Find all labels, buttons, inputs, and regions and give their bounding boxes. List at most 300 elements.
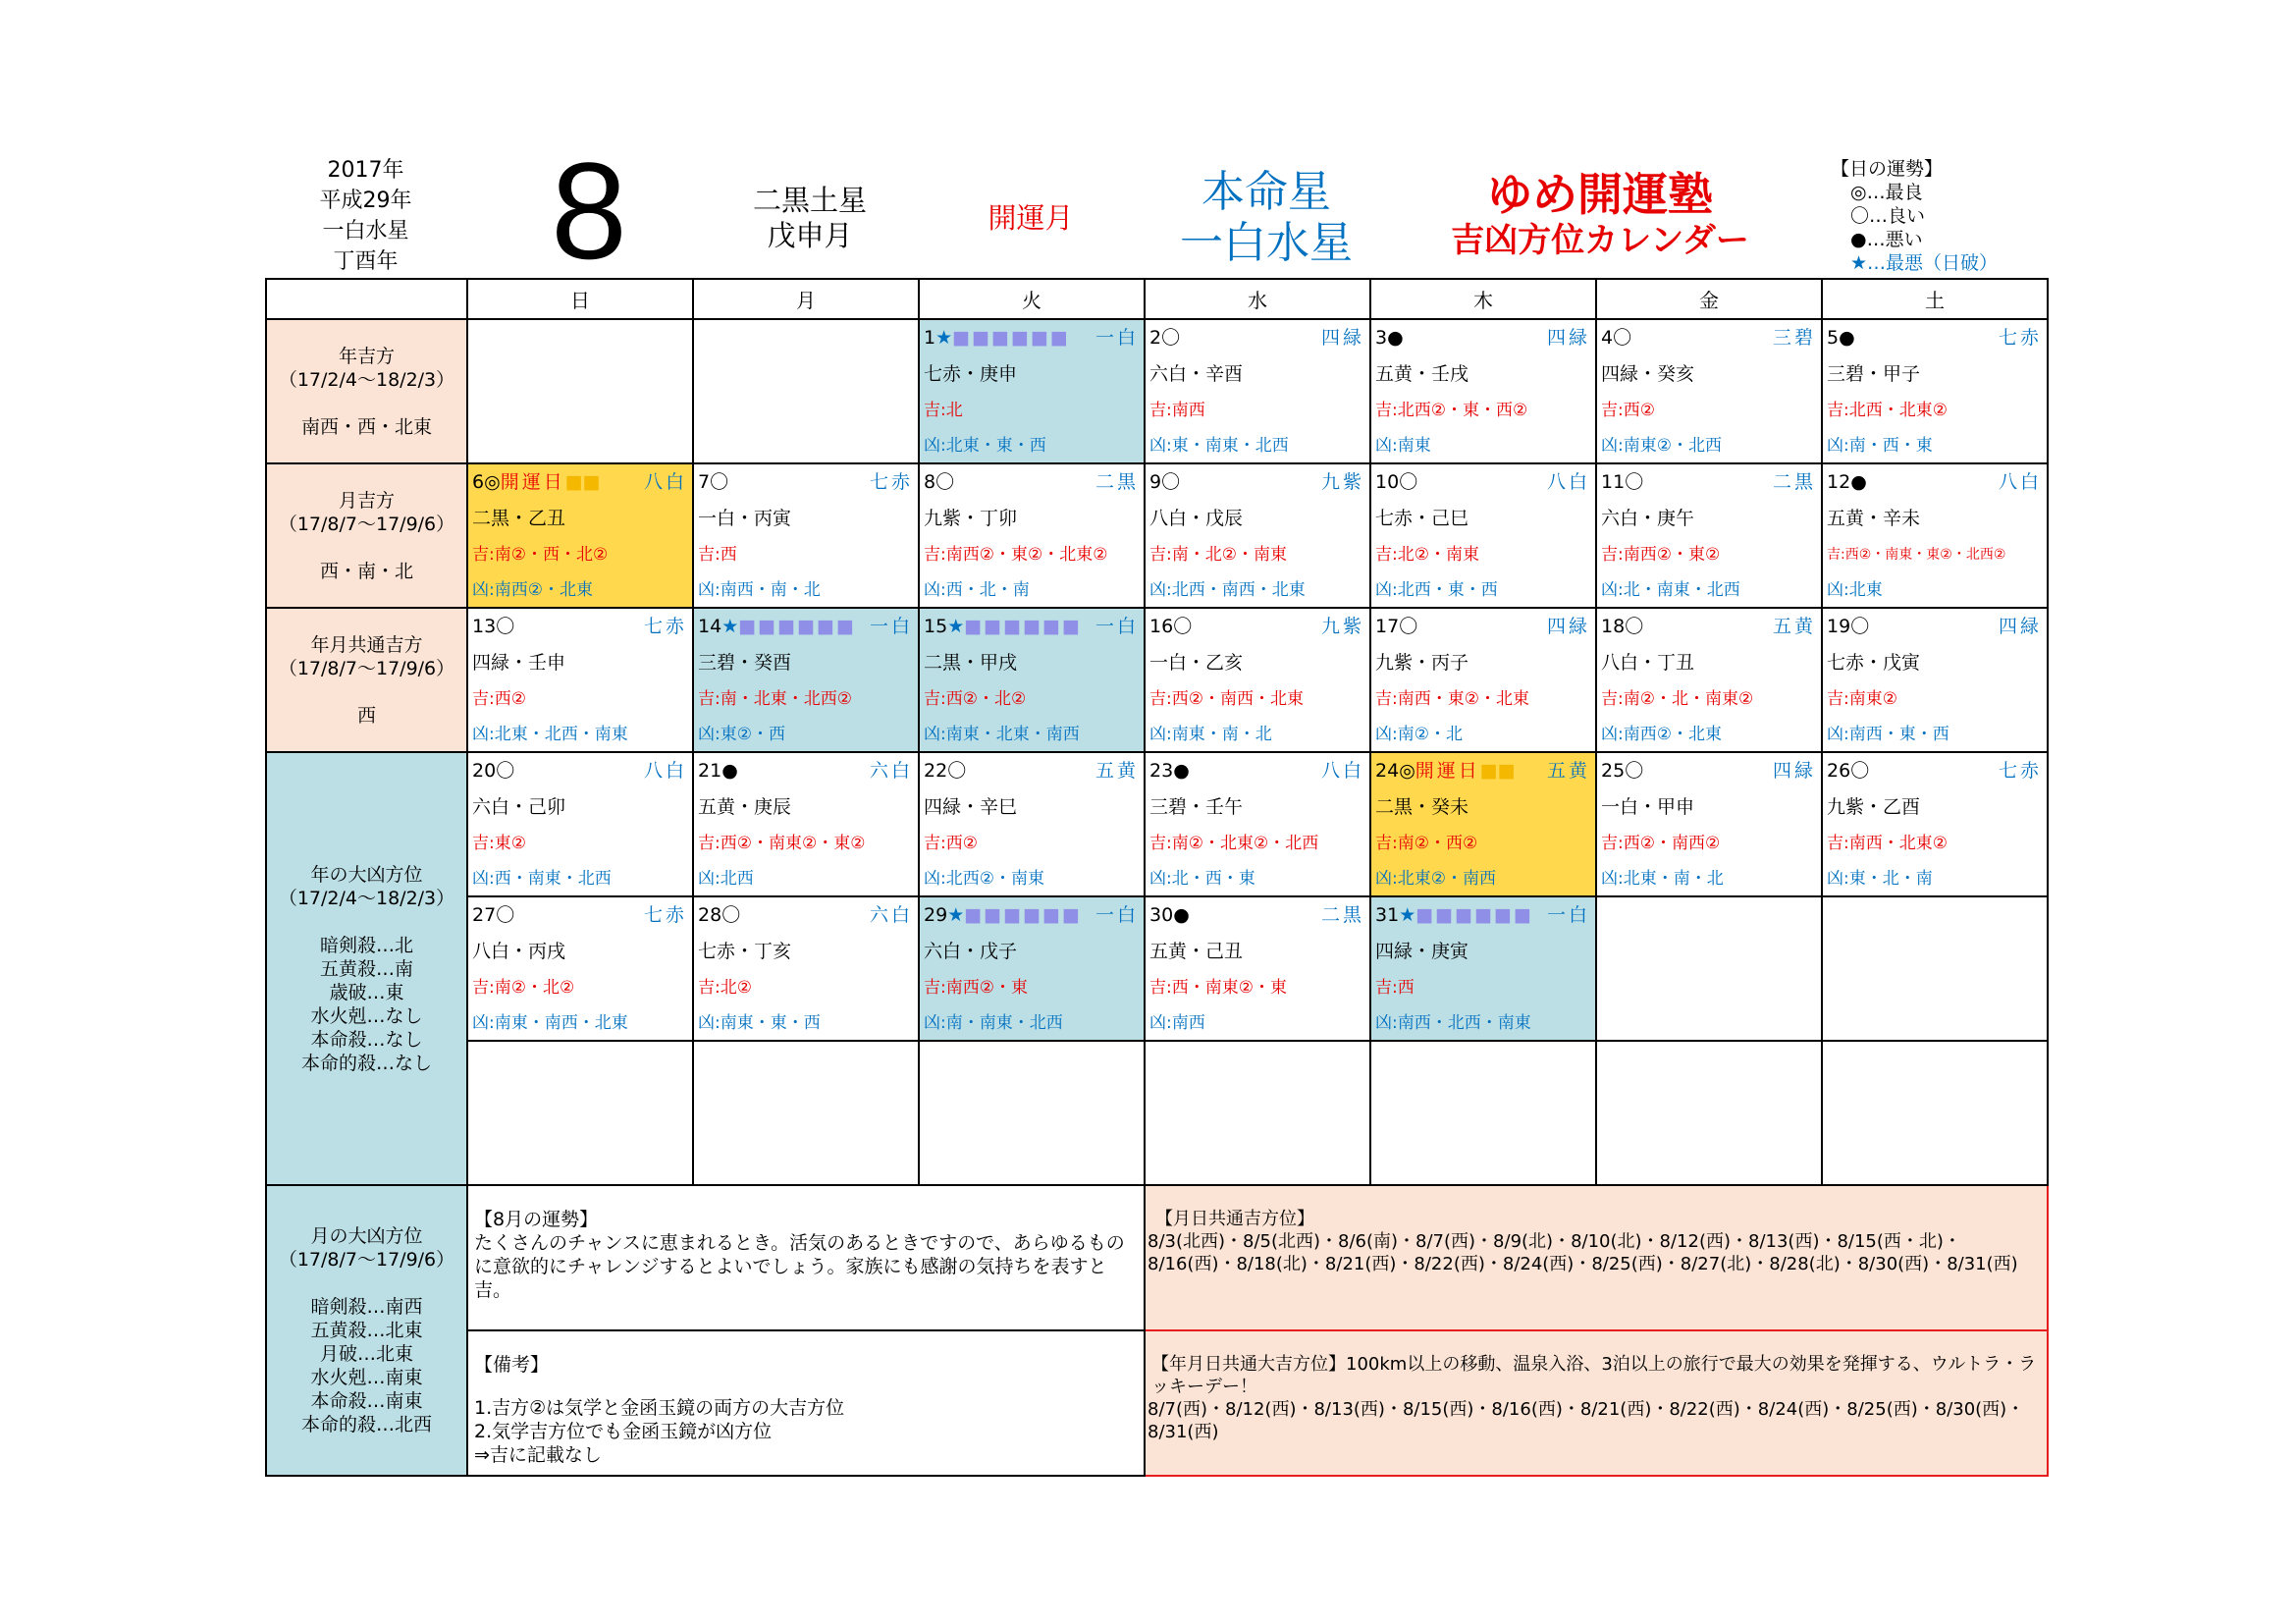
side-period: （17/8/7～17/9/6）	[278, 1249, 455, 1271]
fortune-mark: 〇	[1173, 616, 1193, 637]
day-number: 11	[1601, 471, 1626, 493]
day-good-directions: 吉:南②・西②	[1375, 834, 1478, 853]
fortune-mark: 〇	[935, 471, 955, 493]
day-kanshi: 三碧・壬午	[1149, 796, 1244, 818]
day-bad-directions: 凶:北東	[1827, 580, 1883, 600]
day-number: 8	[924, 471, 936, 493]
day-kanshi: 五黄・壬戌	[1375, 363, 1469, 385]
side-title: 月吉方	[338, 489, 395, 512]
day-star: 四緑	[1320, 327, 1364, 349]
day-number-mark	[924, 753, 966, 789]
day-bad-directions: 凶:北西・南西・北東	[1149, 580, 1306, 600]
year-line: 2017年	[327, 158, 404, 183]
remarks-spacer	[474, 1377, 1140, 1396]
day-star: 四緑	[1998, 616, 2042, 637]
fortune-mark: 〇	[1625, 760, 1644, 782]
day-good-directions: 吉:北西・北東②	[1827, 401, 1948, 420]
day-number: 23	[1149, 760, 1174, 782]
brand-subtitle: 吉凶方位カレンダー	[1451, 221, 1749, 260]
day-star: 八白	[1320, 760, 1364, 782]
honmei-line: 本命星	[1201, 167, 1331, 217]
day-star: 五黄	[1772, 616, 1816, 637]
day-good-directions: 吉:南②・北東②・北西	[1149, 834, 1319, 853]
fortune-mark: 〇	[1399, 616, 1418, 637]
day-bad-directions: 凶:南西・南・北	[698, 580, 821, 600]
squares-decoration: ■■	[564, 471, 601, 493]
day-bad-directions: 凶:東②・西	[698, 725, 785, 744]
legend-line: ◎…最良	[1850, 182, 1923, 203]
day-number-mark	[924, 464, 954, 501]
empty-day	[467, 1041, 693, 1185]
month-number: 8	[551, 134, 627, 288]
great-good-head	[1148, 1353, 2043, 1398]
day-number-mark	[698, 609, 856, 645]
brand-title	[1404, 169, 1796, 261]
notes-row-2	[266, 1330, 2048, 1476]
day-bad-directions: 凶:南・南東・北西	[924, 1013, 1063, 1033]
day-number: 6	[472, 471, 485, 493]
day-number-mark	[924, 320, 1070, 356]
side-title: 年月共通吉方	[310, 633, 423, 656]
day-header	[694, 897, 918, 934]
day-cell-16	[1145, 608, 1370, 752]
day-good-directions: 吉:南西②・東	[924, 978, 1028, 998]
day-kanshi: 四緑・辛巳	[924, 796, 1018, 818]
day-good-directions: 吉:南西	[1149, 401, 1205, 420]
day-good-directions: 吉:南・北②・南東	[1149, 545, 1287, 565]
day-number: 10	[1375, 471, 1400, 493]
day-star: 二黒	[1095, 471, 1139, 493]
day-star: 八白	[643, 760, 687, 782]
day-star: 六白	[869, 904, 913, 926]
day-header	[1146, 897, 1369, 934]
day-number-mark	[698, 464, 728, 501]
weekday-header	[266, 279, 2048, 319]
fortune-mark: ●	[1173, 904, 1190, 926]
day-number: 21	[698, 760, 722, 782]
day-header	[1823, 320, 2047, 356]
day-number-mark	[1375, 897, 1533, 934]
fortune-mark: ★	[721, 616, 739, 637]
day-header	[1371, 897, 1595, 934]
calendar-table	[265, 278, 2049, 1477]
day-number: 7	[698, 471, 711, 493]
legend-line: 【日の運勢】	[1831, 158, 1944, 180]
day-good-directions: 吉:西②	[924, 834, 978, 853]
fortune-mark: ●	[1839, 327, 1855, 349]
day-number: 3	[1375, 327, 1388, 349]
day-kanshi: 六白・己卯	[472, 796, 566, 818]
day-header	[1823, 464, 2047, 501]
day-header	[1597, 464, 1821, 501]
day-kanshi: 四緑・壬申	[472, 652, 566, 674]
day-bad-directions: 凶:西・南東・北西	[472, 869, 612, 889]
fortune-mark: 〇	[947, 760, 967, 782]
squares-decoration: ■■■■■■	[964, 616, 1082, 637]
month-star-line: 二黒土星	[752, 184, 867, 217]
day-number-mark	[1375, 753, 1516, 789]
side-period: （17/2/4～18/2/3）	[278, 887, 455, 909]
day-header	[1146, 320, 1369, 356]
day-number: 1	[924, 327, 936, 349]
fortune-mark: 〇	[1161, 327, 1181, 349]
common-good-title: 【月日共通吉方位】	[1155, 1209, 1314, 1229]
day-good-directions: 吉:北西②・東・西②	[1375, 401, 1528, 420]
honmei-line: 一白水星	[1180, 218, 1353, 268]
day-number-mark	[1375, 609, 1417, 645]
day-header	[694, 464, 918, 501]
squares-decoration: ■■■■■■	[738, 616, 856, 637]
day-header	[1146, 609, 1369, 645]
day-bad-directions: 凶:南東②・北西	[1601, 436, 1722, 456]
day-header	[1371, 609, 1595, 645]
day-number: 20	[472, 760, 497, 782]
great-good-desc: 100km以上の移動、温泉入浴、3泊以上の旅行で最大の効果を発揮する、ウルトラ・ラッキーデー！	[1151, 1354, 2037, 1397]
day-header	[468, 753, 692, 789]
day-cell-23	[1145, 752, 1370, 896]
day-number-mark	[1601, 320, 1631, 356]
day-star: 九紫	[1320, 471, 1364, 493]
day-star: 七赤	[643, 616, 687, 637]
day-number: 26	[1827, 760, 1851, 782]
fortune-mark: 〇	[496, 904, 515, 926]
day-cell-17	[1370, 608, 1596, 752]
day-bad-directions: 凶:北西	[698, 869, 754, 889]
day-kanshi: 五黄・庚辰	[698, 796, 792, 818]
honmei-star	[1148, 167, 1384, 269]
day-good-directions: 吉:西	[1375, 978, 1415, 998]
side-spacer	[267, 392, 466, 415]
day-good-directions: 吉:南東②	[1827, 689, 1897, 709]
day-bad-directions: 凶:南東	[1375, 436, 1431, 456]
kaiun-day-label: 開運日	[1415, 760, 1480, 782]
day-number-mark	[698, 897, 740, 934]
day-header	[920, 320, 1144, 356]
day-number-mark	[1375, 464, 1417, 501]
day-cell-20	[467, 752, 693, 896]
month-fortune-title: 【8月の運勢】	[474, 1209, 599, 1230]
fortune-mark: ★	[947, 616, 965, 637]
day-number: 25	[1601, 760, 1626, 782]
day-cell-14	[693, 608, 919, 752]
day-header	[468, 464, 692, 501]
day-cell-26	[1822, 752, 2048, 896]
day-cell-18	[1596, 608, 1822, 752]
day-number: 13	[472, 616, 497, 637]
great-good-title: 【年月日共通大吉方位】	[1151, 1354, 1346, 1375]
weekday-fri: 金	[1596, 279, 1822, 319]
year-line: 一白水星	[322, 219, 409, 244]
fortune-mark: 〇	[1625, 471, 1644, 493]
side-line: 五黄殺…北東	[310, 1320, 423, 1341]
side-title: 月の大凶方位	[310, 1225, 423, 1247]
day-header	[1597, 320, 1821, 356]
day-number-mark	[1149, 464, 1180, 501]
side-common-good	[266, 608, 467, 752]
great-good-text: 8/7(西)・8/12(西)・8/13(西)・8/15(西)・8/16(西)・8/21(西)・8/22(西)・8/24(西)・8/25(西)・8/30(西)・8/31(西)	[1148, 1399, 2025, 1442]
day-cell-3	[1370, 319, 1596, 463]
legend-line: ★…最悪（日破）	[1850, 252, 1999, 274]
month-fortune	[467, 1185, 1145, 1330]
day-bad-directions: 凶:北西・東・西	[1375, 580, 1498, 600]
side-spacer	[267, 910, 466, 934]
day-number-mark	[1149, 320, 1180, 356]
day-cell-11	[1596, 463, 1822, 608]
remarks-line: ⇒吉に記載なし	[474, 1444, 602, 1466]
day-number: 31	[1375, 904, 1400, 926]
day-bad-directions: 凶:北・南東・北西	[1601, 580, 1740, 600]
side-period: （17/8/7～17/9/6）	[278, 513, 455, 535]
fortune-mark: 〇	[721, 904, 741, 926]
side-line: 本命的殺…なし	[300, 1052, 432, 1074]
day-number: 28	[698, 904, 722, 926]
day-header	[1146, 464, 1369, 501]
day-star: 七赤	[643, 904, 687, 926]
side-line: 五黄殺…南	[319, 957, 413, 980]
day-kanshi: 五黄・己丑	[1149, 941, 1244, 962]
notes-row-1	[266, 1185, 2048, 1330]
day-header	[1597, 609, 1821, 645]
day-good-directions: 吉:西	[698, 545, 737, 565]
day-good-directions: 吉:北②	[698, 978, 752, 998]
day-number-mark	[472, 753, 514, 789]
day-kanshi: 一白・丙寅	[698, 508, 792, 529]
day-star: 五黄	[1546, 760, 1590, 782]
month-fortune-text: たくさんのチャンスに恵まれるとき。活気のあるときですので、あらゆるものに意欲的にチャレンジするとよいでしょう。家族にも感謝の気持ちを表すと吉。	[474, 1232, 1125, 1301]
fortune-mark: ◎	[1399, 760, 1415, 782]
day-header	[920, 609, 1144, 645]
day-cell-9	[1145, 463, 1370, 608]
legend-line: ●…悪い	[1850, 229, 1923, 250]
day-bad-directions: 凶:南西・東・西	[1827, 725, 1949, 744]
day-kanshi: 一白・乙亥	[1149, 652, 1244, 674]
day-good-directions: 吉:南西②・東②・北東②	[924, 545, 1108, 565]
day-cell-22	[919, 752, 1145, 896]
day-header	[1371, 464, 1595, 501]
day-kanshi: 三碧・癸酉	[698, 652, 792, 674]
day-good-directions: 吉:北②・南東	[1375, 545, 1479, 565]
day-bad-directions: 凶:南東・北東・南西	[924, 725, 1080, 744]
fortune-mark: ★	[935, 327, 953, 349]
squares-decoration: ■■■■■■	[964, 904, 1082, 926]
day-header	[1371, 320, 1595, 356]
day-kanshi: 七赤・庚申	[924, 363, 1018, 385]
side-line: 歳破…東	[329, 981, 404, 1003]
side-line: 本命殺…なし	[310, 1028, 423, 1051]
remarks-line: 1.吉方②は気学と金函玉鏡の両方の大吉方位	[474, 1397, 845, 1419]
corner-cell	[266, 279, 467, 319]
side-month-good	[266, 463, 467, 608]
day-bad-directions: 凶:西・北・南	[924, 580, 1030, 600]
day-star: 四緑	[1546, 616, 1590, 637]
fortune-mark: 〇	[1613, 327, 1632, 349]
fortune-mark: 〇	[1161, 471, 1181, 493]
empty-day	[1822, 896, 2048, 1041]
day-cell-30	[1145, 896, 1370, 1041]
day-header	[468, 897, 692, 934]
day-good-directions: 吉:北	[924, 401, 963, 420]
day-bad-directions: 凶:北東②・南西	[1375, 869, 1496, 889]
weekday-mon: 月	[693, 279, 919, 319]
day-good-directions: 吉:南②・北②	[472, 978, 575, 998]
day-bad-directions: 凶:南②・北	[1375, 725, 1463, 744]
day-bad-directions: 凶:東・北・南	[1827, 869, 1933, 889]
fortune-mark: 〇	[496, 616, 515, 637]
day-kanshi: 六白・辛酉	[1149, 363, 1244, 385]
weekday-thu: 木	[1370, 279, 1596, 319]
day-kanshi: 四緑・癸亥	[1601, 363, 1695, 385]
day-kanshi: 四緑・庚寅	[1375, 941, 1469, 962]
day-cell-5	[1822, 319, 2048, 463]
day-cell-8	[919, 463, 1145, 608]
day-star: 八白	[1546, 471, 1590, 493]
day-header	[920, 464, 1144, 501]
day-kanshi: 二黒・甲戌	[924, 652, 1018, 674]
fortune-mark: 〇	[496, 760, 515, 782]
day-cell-6	[467, 463, 693, 608]
day-number-mark	[924, 609, 1082, 645]
day-good-directions: 吉:西②・南西②	[1601, 834, 1721, 853]
remarks-line: 2.気学吉方位でも金函玉鏡が凶方位	[474, 1421, 773, 1442]
empty-day	[1596, 1041, 1822, 1185]
day-number-mark	[472, 897, 514, 934]
day-star: 四緑	[1772, 760, 1816, 782]
day-header	[1146, 753, 1369, 789]
day-kanshi: 三碧・甲子	[1827, 363, 1921, 385]
day-number: 2	[1149, 327, 1162, 349]
day-cell-15	[919, 608, 1145, 752]
side-line: 水火剋…南東	[310, 1367, 423, 1388]
day-bad-directions: 凶:南西・北西・南東	[1375, 1013, 1531, 1033]
day-number: 24	[1375, 760, 1400, 782]
day-good-directions: 吉:西②・南東・東②・北西②	[1827, 547, 2006, 563]
day-number-mark	[1375, 320, 1404, 356]
side-title: 年の大凶方位	[310, 863, 423, 886]
day-star: 三碧	[1772, 327, 1816, 349]
day-number: 9	[1149, 471, 1162, 493]
side-title: 年吉方	[338, 345, 395, 367]
day-number: 4	[1601, 327, 1614, 349]
day-number-mark	[1149, 897, 1190, 934]
day-bad-directions: 凶:東・南東・北西	[1149, 436, 1289, 456]
day-number-mark	[1149, 753, 1190, 789]
fortune-mark: 〇	[1625, 616, 1644, 637]
day-number-mark	[1601, 464, 1643, 501]
year-line: 平成29年	[319, 189, 412, 213]
squares-decoration: ■■	[1479, 760, 1516, 782]
day-star: 八白	[1998, 471, 2042, 493]
day-good-directions: 吉:南・北東・北西②	[698, 689, 852, 709]
day-cell-19	[1822, 608, 2048, 752]
week-row-3	[266, 608, 2048, 752]
day-star: 九紫	[1320, 616, 1364, 637]
fortune-mark: ●	[721, 760, 738, 782]
empty-day	[693, 1041, 919, 1185]
day-good-directions: 吉:南西・東②・北東	[1375, 689, 1529, 709]
week-row-1	[266, 319, 2048, 463]
week-row-6	[266, 1041, 2048, 1185]
legend-line: 〇…良い	[1850, 205, 1926, 227]
day-cell-4	[1596, 319, 1822, 463]
day-cell-24	[1370, 752, 1596, 896]
side-line: 暗剣殺…南西	[310, 1296, 423, 1318]
remarks	[467, 1330, 1145, 1476]
day-cell-2	[1145, 319, 1370, 463]
day-number: 19	[1827, 616, 1851, 637]
day-number-mark	[698, 753, 738, 789]
day-star: 七赤	[1998, 760, 2042, 782]
weekday-sun: 日	[467, 279, 693, 319]
day-star: 一白	[869, 616, 913, 637]
side-line: 暗剣殺…北	[319, 934, 413, 956]
day-cell-27	[467, 896, 693, 1041]
day-star: 四緑	[1546, 327, 1590, 349]
day-number-mark	[1827, 464, 1867, 501]
day-good-directions: 吉:西・南東②・東	[1149, 978, 1287, 998]
day-header	[694, 753, 918, 789]
day-kanshi: 九紫・丁卯	[924, 508, 1018, 529]
day-cell-13	[467, 608, 693, 752]
day-star: 一白	[1095, 616, 1139, 637]
day-bad-directions: 凶:南西②・北東	[1601, 725, 1722, 744]
side-line: 月破…北東	[319, 1343, 413, 1365]
fortune-mark: ●	[1850, 471, 1867, 493]
day-bad-directions: 凶:北東・東・西	[924, 436, 1046, 456]
day-header	[920, 897, 1144, 934]
day-good-directions: 吉:南西・北東②	[1827, 834, 1948, 853]
day-header	[1823, 753, 2047, 789]
day-number: 14	[698, 616, 722, 637]
day-bad-directions: 凶:南東・南西・北東	[472, 1013, 628, 1033]
side-period: （17/8/7～17/9/6）	[278, 657, 455, 679]
day-bad-directions: 凶:北東・南・北	[1601, 869, 1724, 889]
day-bad-directions: 凶:南・西・東	[1827, 436, 1933, 456]
empty-day	[919, 1041, 1145, 1185]
day-bad-directions: 凶:北東・北西・南東	[472, 725, 628, 744]
day-star: 五黄	[1095, 760, 1139, 782]
day-bad-directions: 凶:北西②・南東	[924, 869, 1044, 889]
day-good-directions: 吉:東②	[472, 834, 526, 853]
day-star: 一白	[1095, 327, 1139, 349]
day-number: 15	[924, 616, 948, 637]
day-number-mark	[1827, 320, 1855, 356]
day-cell-31	[1370, 896, 1596, 1041]
day-good-directions: 吉:南②・北・南東②	[1601, 689, 1754, 709]
week-row-5	[266, 896, 2048, 1041]
great-good-days	[1145, 1330, 2048, 1476]
month-star	[717, 183, 903, 253]
day-kanshi: 七赤・丁亥	[698, 941, 792, 962]
day-cell-25	[1596, 752, 1822, 896]
side-year-bad	[266, 752, 467, 1185]
day-kanshi: 九紫・乙酉	[1827, 796, 1921, 818]
day-number: 12	[1827, 471, 1851, 493]
empty-day	[467, 319, 693, 463]
day-star: 一白	[1546, 904, 1590, 926]
day-cell-29	[919, 896, 1145, 1041]
day-header	[468, 609, 692, 645]
day-star: 一白	[1095, 904, 1139, 926]
side-line: 本命的殺…北西	[300, 1414, 432, 1435]
fortune-mark: ★	[1399, 904, 1416, 926]
squares-decoration: ■■■■■■	[1415, 904, 1533, 926]
year-line: 丁酉年	[333, 249, 399, 274]
day-number: 22	[924, 760, 948, 782]
side-directions: 西・南・北	[319, 560, 413, 582]
day-bad-directions: 凶:北・西・東	[1149, 869, 1255, 889]
week-row-4	[266, 752, 2048, 896]
side-directions: 南西・西・北東	[300, 415, 432, 438]
